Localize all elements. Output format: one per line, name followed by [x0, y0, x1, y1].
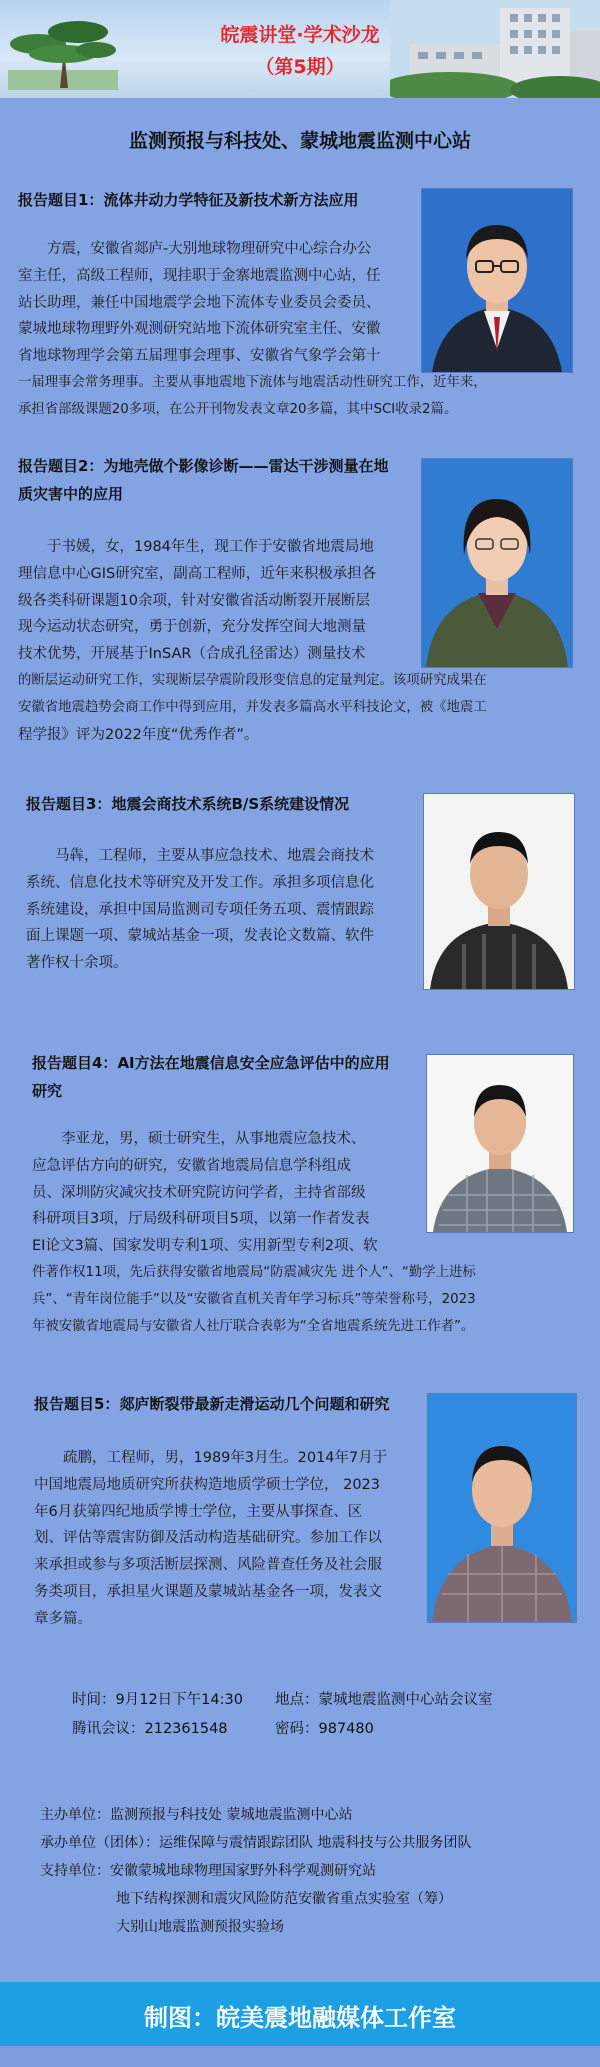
report-2-speaker-photo: [421, 458, 573, 668]
salon-issue: （第5期）: [255, 56, 345, 78]
supporting-unit: 支持单位：安徽蒙城地球物理国家野外科学观测研究站: [40, 1863, 376, 1879]
report-2-title: [18, 452, 418, 508]
bio-line: 年6月获第四纪地质学博士学位，主要从事探查、区: [34, 1503, 363, 1520]
report-4-bio: [32, 1126, 476, 1340]
bio-line: 省地球物理学会第五届理事会理事、安徽省气象学会第十: [18, 348, 381, 365]
report-4-title-line: 研究: [32, 1082, 63, 1100]
report-3-bio: [26, 843, 418, 977]
bio-line: 室主任，高级工程师，现挂职于金寨地震监测中心站，任: [18, 267, 381, 284]
bio-line: 科研项目3项，厅局级科研项目5项，以第一作者发表: [32, 1211, 370, 1228]
report-5-speaker-photo: [427, 1393, 577, 1623]
report-5-title: [34, 1390, 424, 1418]
report-4-title-line: 报告题目4：AI方法在地震信息安全应急评估中的应用: [32, 1054, 390, 1072]
tencent-meeting-id: 腾讯会议：212361548: [72, 1721, 228, 1737]
report-2-title-line: 报告题目2：为地壳做个影像诊断——雷达干涉测量在地: [18, 457, 389, 475]
bio-line: 兵”、“青年岗位能手”以及“安徽省直机关青年学习标兵”等荣誉称号，2023: [32, 1291, 476, 1307]
bio-line: 的断层运动研究工作，实现断层孕震阶段形变信息的定量判定。该项研究成果在: [18, 672, 487, 688]
report-4-title: [32, 1049, 422, 1105]
bio-line: 员、深圳防灾减灾技术研究院访问学者，主持省部级: [32, 1184, 366, 1201]
bio-line: 理信息中心GIS研究室，副高工程师，近年来积极承担各: [18, 565, 377, 582]
bio-line: 中国地震局地质研究所获构造地质学硕士学位， 2023: [34, 1476, 381, 1493]
bio-line: 现今运动状态研究，勇于创新，充分发挥空间大地测量: [18, 619, 366, 636]
bio-line: 方震，安徽省郯庐-大别地球物理研究中心综合办公: [47, 241, 372, 257]
campus-buildings-photo: [390, 0, 600, 98]
bio-line: 承担省部级课题20多项，在公开刊物发表文章20多篇，其中SCI收录2篇。: [18, 401, 458, 417]
report-5-title-line: 报告题目5：郯庐断裂带最新走滑运动几个问题和研究: [34, 1395, 390, 1413]
bio-line: 程学报》评为2022年度“优秀作者”。: [18, 726, 259, 743]
report-1-title: [18, 186, 418, 214]
bio-line: 系统、信息化技术等研究及开发工作。承担多项信息化: [26, 874, 374, 891]
bio-line: 一届理事会常务理事。主要从事地震地下流体与地震活动性研究工作，近年来，: [18, 374, 487, 390]
bio-line: 务类项目，承担星火课题及蒙城站基金各一项，发表文: [34, 1583, 382, 1600]
bio-line: 系统建设，承担中国局监测司专项任务五项、震情跟踪: [26, 901, 374, 918]
report-4-speaker-photo: [426, 1054, 574, 1233]
bio-line: 蒙城地球物理野外观测研究站地下流体研究室主任、安徽: [18, 321, 381, 338]
report-1-speaker-photo: [421, 188, 573, 373]
bio-line: 技术优势，开展基于InSAR（合成孔径雷达）测量技术: [18, 646, 366, 663]
header-banner: [0, 0, 600, 98]
organizer-heading: 监测预报与科技处、蒙城地震监测中心站: [128, 130, 471, 152]
organizing-unit: 承办单位（团体）：运维保障与震情跟踪团队 地震科技与公共服务团队: [40, 1835, 472, 1851]
portrait-image: [427, 1055, 573, 1232]
host-unit: 主办单位：监测预报与科技处 蒙城地震监测中心站: [40, 1807, 353, 1823]
report-1-title-line: 报告题目1：流体井动力学特征及新技术新方法应用: [18, 191, 359, 209]
report-1-bio: [18, 236, 487, 424]
portrait-image: [424, 794, 574, 989]
meeting-password: 密码：987480: [275, 1721, 374, 1737]
salon-title: 皖震讲堂·学术沙龙: [220, 24, 380, 46]
bio-line: EI论文3篇、国家发明专利1项、实用新型专利2项、软: [32, 1238, 378, 1255]
bio-line: 年被安徽省地震局与安徽省人社厅联合表彰为“全省地震系统先进工作者”。: [32, 1318, 475, 1334]
bio-line: 著作权十余项。: [26, 955, 128, 972]
report-2-title-line: 质灾害中的应用: [18, 485, 124, 503]
portrait-image: [422, 189, 572, 372]
portrait-image: [428, 1394, 576, 1622]
bio-line: 章多篇。: [34, 1610, 92, 1627]
footer-credit: 制图：皖美震地融媒体工作室: [144, 2004, 456, 2032]
bio-line: 划、评估等震害防御及活动构造基础研究。参加工作以: [34, 1530, 382, 1547]
report-5-bio: [34, 1445, 424, 1633]
bio-line: 疏鹏，工程师，男，1989年3月生。2014年7月于: [63, 1450, 388, 1466]
bio-line: 面上课题一项、蒙城站基金一项，发表论文数篇、软件: [26, 928, 374, 945]
meeting-time: 时间：9月12日下午14:30: [72, 1692, 243, 1708]
bio-line: 级各类科研课题10余项，针对安徽省活动断裂开展断层: [18, 592, 370, 609]
bio-line: 件著作权11项，先后获得安徽省地震局“防震减灾先 进个人”、“勤学上进标: [32, 1264, 476, 1280]
meeting-place: 地点：蒙城地震监测中心站会议室: [275, 1692, 493, 1708]
portrait-image: [422, 459, 572, 667]
supporting-unit-field: 大别山地震监测预报实验场: [116, 1919, 284, 1935]
bio-line: 安徽省地震趋势会商工作中得到应用，并发表多篇高水平科技论文，被《地震工: [18, 699, 487, 715]
bio-line: 应急评估方向的研究，安徽省地震局信息学科组成: [32, 1157, 351, 1174]
report-3-speaker-photo: [423, 793, 575, 990]
bottom-strip: [0, 2046, 600, 2067]
bio-line: 来承担或参与多项活断层探测、风险普查任务及社会服: [34, 1557, 382, 1574]
bio-line: 站长助理，兼任中国地震学会地下流体专业委员会委员、: [18, 294, 381, 311]
supporting-unit-lab: 地下结构探测和震灾风险防范安徽省重点实验室（筹）: [116, 1891, 452, 1907]
report-2-bio: [18, 534, 487, 748]
bio-line: 马犇，工程师，主要从事应急技术、地震会商技术: [55, 848, 374, 864]
footer-banner: [0, 1982, 600, 2046]
report-3-title: [26, 790, 426, 818]
report-3-title-line: 报告题目3：地震会商技术系统B/S系统建设情况: [26, 795, 350, 813]
bio-line: 于书媛，女，1984年生，现工作于安徽省地震局地: [47, 539, 374, 555]
bio-line: 李亚龙，男，硕士研究生，从事地震应急技术、: [61, 1131, 366, 1147]
